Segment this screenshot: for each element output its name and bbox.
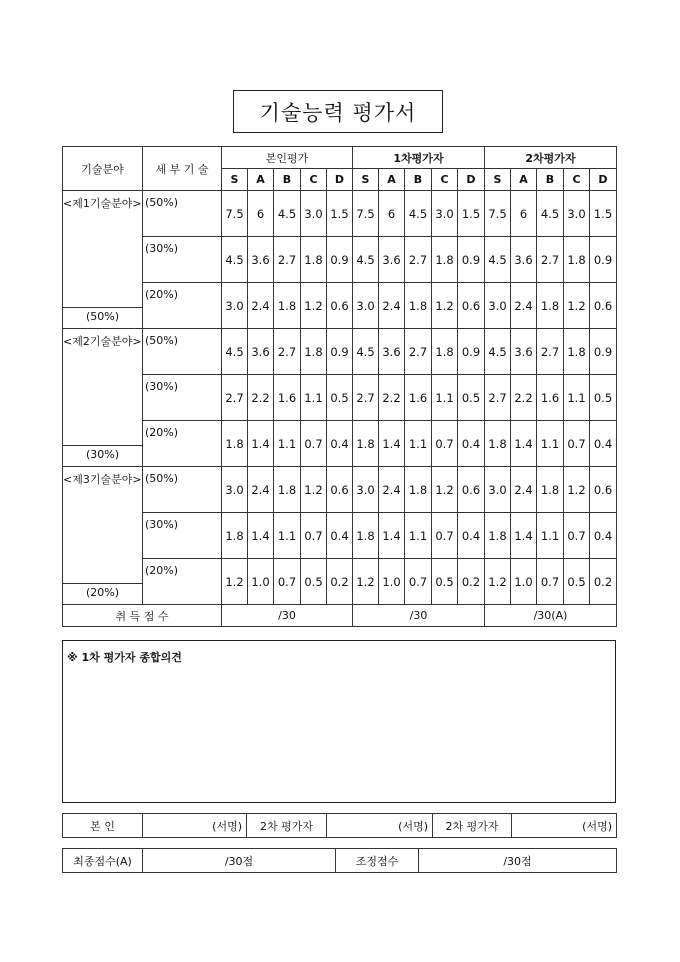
score-cell[interactable]: 0.4 [327,513,353,559]
score-cell[interactable]: 0.6 [590,467,617,513]
score-cell[interactable]: 1.2 [301,467,327,513]
score-cell[interactable]: 1.8 [222,421,248,467]
score-cell[interactable]: 0.4 [458,421,485,467]
grade-header: B [274,169,301,191]
detail-weight: (20%) [143,421,222,467]
score-cell[interactable]: 4.5 [222,329,248,375]
score-cell[interactable]: 4.5 [222,237,248,283]
score-cell[interactable]: 1.8 [537,283,564,329]
score-cell[interactable]: 1.1 [537,513,564,559]
second-eval-header: 2차평가자 [485,147,617,169]
score-cell[interactable]: 2.7 [274,237,301,283]
opinion-title: ※ 1차 평가자 종합의견 [67,651,182,664]
score-cell[interactable]: 0.6 [590,283,617,329]
score-cell[interactable]: 1.8 [564,237,590,283]
score-cell[interactable]: 1.4 [511,421,537,467]
score-cell[interactable]: 0.7 [301,421,327,467]
score-cell[interactable]: 1.2 [432,467,458,513]
score-cell[interactable]: 1.8 [274,467,301,513]
score-cell[interactable]: 2.4 [248,283,274,329]
score-cell[interactable]: 0.9 [458,329,485,375]
category-cell [63,329,143,467]
score-cell[interactable]: 2.4 [511,283,537,329]
category-weight: (20%) [63,583,142,602]
score-cell[interactable]: 3.0 [564,191,590,237]
score-cell[interactable]: 0.7 [564,513,590,559]
score-cell[interactable]: 2.7 [485,375,511,421]
grade-header: D [458,169,485,191]
score-cell[interactable]: 0.4 [327,421,353,467]
score-cell[interactable]: 2.7 [353,375,379,421]
grade-header: D [590,169,617,191]
score-cell[interactable]: 3.0 [432,191,458,237]
table-row [63,191,617,237]
score-cell[interactable]: 1.2 [432,283,458,329]
score-cell[interactable]: 3.0 [485,283,511,329]
score-cell[interactable]: 7.5 [485,191,511,237]
score-cell[interactable]: 0.5 [327,375,353,421]
final-score-label: 최종점수(A) [63,849,143,873]
score-cell[interactable]: 1.8 [564,329,590,375]
score-cell[interactable]: 0.5 [458,375,485,421]
score-cell[interactable]: 1.4 [248,513,274,559]
score-cell[interactable]: 1.8 [485,421,511,467]
field-header: 기술분야 [63,147,143,191]
score-cell[interactable]: 2.4 [511,467,537,513]
score-cell[interactable]: 0.7 [432,421,458,467]
score-cell[interactable]: 1.1 [432,375,458,421]
score-cell[interactable]: 1.8 [405,283,432,329]
final-score-table [62,848,617,873]
score-cell[interactable]: 3.0 [485,467,511,513]
score-cell[interactable]: 0.6 [458,283,485,329]
score-cell[interactable]: 2.2 [248,375,274,421]
score-cell[interactable]: 4.5 [485,237,511,283]
score-cell[interactable]: 1.0 [511,559,537,605]
score-total-row [63,605,617,627]
score-cell[interactable]: 1.1 [301,375,327,421]
detail-weight: (30%) [143,375,222,421]
score-cell[interactable]: 2.7 [274,329,301,375]
score-cell[interactable]: 3.6 [379,329,405,375]
score-cell[interactable]: 0.5 [590,375,617,421]
score-cell[interactable]: 1.8 [274,283,301,329]
signature-table [62,813,617,838]
self-sign-label: 본 인 [63,814,143,838]
second-score-total[interactable]: /30(A) [485,605,617,627]
score-cell[interactable]: 0.5 [301,559,327,605]
detail-weight: (20%) [143,559,222,605]
table-row [63,559,617,605]
score-cell[interactable]: 1.2 [222,559,248,605]
score-cell[interactable]: 4.5 [353,237,379,283]
self-sign-field[interactable]: (서명) [143,814,247,838]
detail-weight: (50%) [143,329,222,375]
grade-header: A [248,169,274,191]
score-cell[interactable]: 1.5 [327,191,353,237]
score-cell[interactable]: 1.8 [353,513,379,559]
score-cell[interactable]: 4.5 [537,191,564,237]
score-cell[interactable]: 2.7 [537,329,564,375]
score-cell[interactable]: 0.7 [274,559,301,605]
table-row [63,237,617,283]
score-cell[interactable]: 1.8 [405,467,432,513]
score-cell[interactable]: 0.6 [327,467,353,513]
score-cell[interactable]: 1.6 [405,375,432,421]
score-cell[interactable]: 1.8 [485,513,511,559]
evaluation-table [62,146,617,627]
score-cell[interactable]: 1.1 [405,421,432,467]
score-cell[interactable]: 1.1 [564,375,590,421]
score-cell[interactable]: 6 [248,191,274,237]
score-cell[interactable]: 3.0 [353,283,379,329]
score-cell[interactable]: 0.5 [432,559,458,605]
score-cell[interactable]: 1.4 [511,513,537,559]
score-cell[interactable]: 4.5 [405,191,432,237]
score-cell[interactable]: 1.1 [274,421,301,467]
score-cell[interactable]: 0.2 [327,559,353,605]
category-label: <제1기술분야> [63,197,142,210]
score-cell[interactable]: 3.6 [511,329,537,375]
detail-weight: (50%) [143,191,222,237]
score-cell[interactable]: 3.6 [379,237,405,283]
table-row [63,283,617,329]
second-evaluator-sign-label: 2차 평가자 [433,814,512,838]
score-cell[interactable]: 0.6 [458,467,485,513]
score-cell[interactable]: 0.9 [327,237,353,283]
score-cell[interactable]: 1.6 [274,375,301,421]
first-evaluator-sign-field[interactable]: (서명) [327,814,433,838]
score-cell[interactable]: 2.7 [222,375,248,421]
score-cell[interactable]: 1.5 [590,191,617,237]
score-cell[interactable]: 1.5 [458,191,485,237]
score-cell[interactable]: 2.7 [405,329,432,375]
score-cell[interactable]: 1.6 [537,375,564,421]
score-cell[interactable]: 1.4 [379,421,405,467]
score-cell[interactable]: 1.8 [432,329,458,375]
score-cell[interactable]: 3.0 [353,467,379,513]
self-score-total[interactable]: /30 [222,605,353,627]
table-row [63,375,617,421]
score-cell[interactable]: 1.2 [353,559,379,605]
grade-header: A [379,169,405,191]
table-row [63,467,617,513]
score-cell[interactable]: 0.4 [458,513,485,559]
score-cell[interactable]: 0.9 [590,329,617,375]
score-cell[interactable]: 3.6 [248,237,274,283]
detail-weight: (30%) [143,237,222,283]
score-cell[interactable]: 3.0 [222,283,248,329]
self-eval-header: 본인평가 [222,147,353,169]
score-cell[interactable]: 7.5 [353,191,379,237]
score-cell[interactable]: 2.7 [537,237,564,283]
first-eval-header: 1차평가자 [353,147,485,169]
score-cell[interactable]: 0.7 [405,559,432,605]
table-row [63,329,617,375]
table-row [63,513,617,559]
adjust-score-value[interactable]: /30점 [419,849,617,873]
score-cell[interactable]: 2.4 [379,283,405,329]
score-cell[interactable]: 1.8 [353,421,379,467]
detail-header: 세 부 기 술 [143,147,222,191]
score-cell[interactable]: 1.2 [485,559,511,605]
grade-header: S [353,169,379,191]
score-cell[interactable]: 4.5 [353,329,379,375]
category-weight: (50%) [63,307,142,326]
grade-header: D [327,169,353,191]
score-cell[interactable]: 6 [511,191,537,237]
score-cell[interactable]: 1.2 [564,467,590,513]
score-cell[interactable]: 1.0 [379,559,405,605]
grade-header: C [564,169,590,191]
score-cell[interactable]: 2.2 [511,375,537,421]
score-cell[interactable]: 0.2 [458,559,485,605]
category-cell [63,467,143,605]
table-row [63,421,617,467]
score-cell[interactable]: 0.7 [432,513,458,559]
score-cell[interactable]: 3.0 [222,467,248,513]
final-score-value[interactable]: /30점 [143,849,336,873]
score-cell[interactable]: 1.1 [274,513,301,559]
grade-header: S [222,169,248,191]
score-cell[interactable]: 1.8 [301,237,327,283]
category-weight: (30%) [63,445,142,464]
category-cell [63,191,143,329]
detail-weight: (20%) [143,283,222,329]
grade-header: C [432,169,458,191]
grade-header: B [537,169,564,191]
score-cell[interactable]: 1.8 [432,237,458,283]
score-cell[interactable]: 3.0 [301,191,327,237]
score-cell[interactable]: 0.6 [327,283,353,329]
score-cell[interactable]: 7.5 [222,191,248,237]
page-title: 기술능력 평가서 [233,90,443,133]
score-cell[interactable]: 3.6 [248,329,274,375]
detail-weight: (30%) [143,513,222,559]
grade-header: C [301,169,327,191]
score-cell[interactable]: 0.7 [301,513,327,559]
score-cell[interactable]: 0.4 [590,513,617,559]
score-cell[interactable]: 4.5 [274,191,301,237]
score-cell[interactable]: 2.2 [379,375,405,421]
score-cell[interactable]: 0.4 [590,421,617,467]
score-cell[interactable]: 1.8 [537,467,564,513]
score-cell[interactable]: 6 [379,191,405,237]
first-evaluator-sign-label: 2차 평가자 [247,814,327,838]
adjust-score-label: 조정점수 [336,849,419,873]
score-cell[interactable]: 1.1 [405,513,432,559]
category-label: <제3기술분야> [63,473,142,486]
score-cell[interactable]: 0.7 [537,559,564,605]
grade-header: S [485,169,511,191]
grade-header: B [405,169,432,191]
detail-weight: (50%) [143,467,222,513]
score-cell[interactable]: 2.7 [405,237,432,283]
score-cell[interactable]: 2.4 [379,467,405,513]
score-cell[interactable]: 1.4 [248,421,274,467]
score-cell[interactable]: 1.4 [379,513,405,559]
score-cell[interactable]: 0.7 [564,421,590,467]
score-cell[interactable]: 1.8 [222,513,248,559]
score-cell[interactable]: 0.2 [590,559,617,605]
score-cell[interactable]: 1.1 [537,421,564,467]
score-cell[interactable]: 2.4 [248,467,274,513]
score-cell[interactable]: 3.6 [511,237,537,283]
first-evaluator-opinion-box[interactable] [62,640,616,803]
score-cell[interactable]: 1.8 [301,329,327,375]
grade-header: A [511,169,537,191]
score-total-label: 취 득 점 수 [63,605,222,627]
score-cell[interactable]: 1.0 [248,559,274,605]
score-cell[interactable]: 0.9 [327,329,353,375]
score-cell[interactable]: 0.9 [458,237,485,283]
score-cell[interactable]: 1.2 [564,283,590,329]
first-score-total[interactable]: /30 [353,605,485,627]
category-label: <제2기술분야> [63,335,142,348]
score-cell[interactable]: 1.2 [301,283,327,329]
score-cell[interactable]: 0.9 [590,237,617,283]
score-cell[interactable]: 4.5 [485,329,511,375]
second-evaluator-sign-field[interactable]: (서명) [512,814,617,838]
score-cell[interactable]: 0.5 [564,559,590,605]
